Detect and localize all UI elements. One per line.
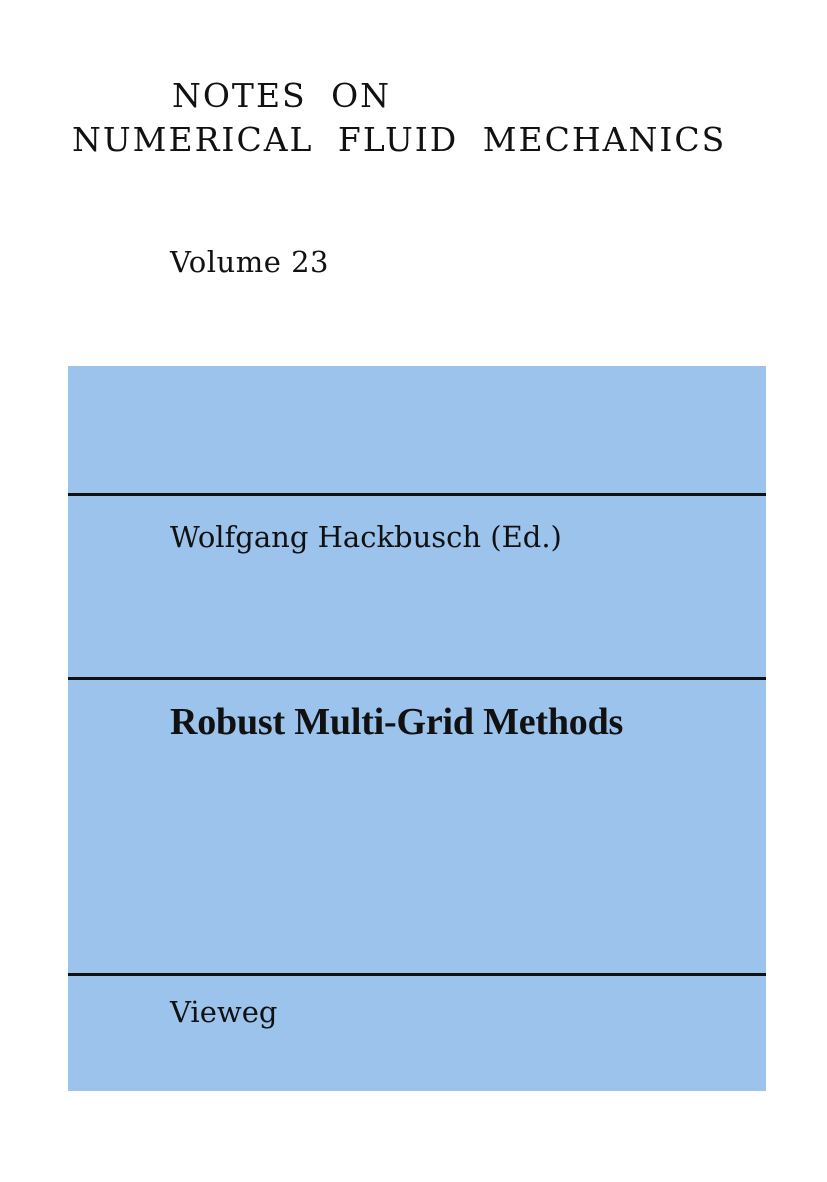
series-title-line-1: NOTES ON	[172, 76, 392, 115]
cover-panel	[68, 366, 766, 1091]
divider-rule-top	[68, 493, 766, 496]
divider-rule-bottom	[68, 973, 766, 976]
series-title	[72, 74, 726, 162]
editor-name: Wolfgang Hackbusch (Ed.)	[170, 520, 562, 554]
publisher-name: Vieweg	[170, 995, 278, 1029]
book-title: Robust Multi-Grid Methods	[170, 701, 624, 743]
volume-number: Volume 23	[170, 245, 329, 279]
divider-rule-middle	[68, 677, 766, 680]
series-title-line-2: NUMERICAL FLUID MECHANICS	[72, 120, 727, 159]
